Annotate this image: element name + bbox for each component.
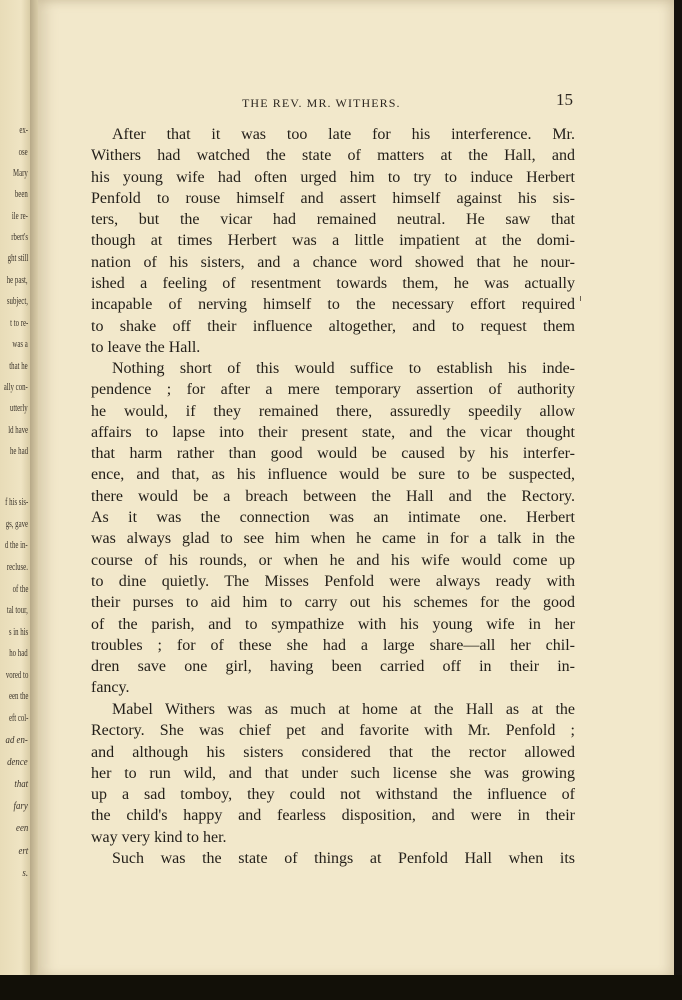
text-line: ters, but the vicar had remained neutral. He saw that <box>91 211 575 229</box>
text-line: of the parish, and to sympathize with his young wife in her <box>91 615 575 633</box>
body-paragraph <box>91 358 575 699</box>
text-line: way very kind to her. <box>91 828 227 846</box>
text-line: was always glad to see him when he came in for a talk in the <box>91 530 575 548</box>
left-fragment: s in his <box>8 626 28 638</box>
text-line: that harm rather than good would be caused by his interfer- <box>91 445 575 463</box>
text-line: ence, and that, as his influence would be sure to be suspected, <box>91 466 575 484</box>
text-line: though at times Herbert was a little impatient at the domi- <box>91 232 575 250</box>
left-fragment: eft col- <box>8 712 28 724</box>
text-line: the child's happy and fearless disposition, and were in their <box>91 807 575 825</box>
left-fragment: ght still <box>7 252 28 264</box>
left-fragment: subject, <box>6 295 28 307</box>
text-line: Rectory. She was chief pet and favorite with Mr. Penfold ; <box>91 722 575 740</box>
text-line: he would, if they remained there, assuredly speedily allow <box>91 402 575 420</box>
left-fragment: f his sis- <box>4 496 28 508</box>
page-bottom-edge <box>0 975 682 1000</box>
body-paragraph <box>91 124 575 358</box>
left-fragment: of the <box>12 583 28 595</box>
left-fragment: d the in- <box>5 539 28 551</box>
adjacent-page-edge <box>0 0 30 975</box>
text-line: affairs to lapse into their present state, and the vicar thought <box>91 423 575 441</box>
text-line: Nothing short of this would suffice to establish his inde- <box>112 360 575 377</box>
left-fragment: recluse. <box>6 561 28 573</box>
left-fragment: ile re- <box>11 210 28 222</box>
left-fragment: been <box>15 188 28 200</box>
text-line: to shake off their influence altogether, and to request them <box>91 317 575 335</box>
text-line: their purses to aid him to carry out his schemes for the good <box>91 594 575 612</box>
body-paragraph <box>91 848 575 869</box>
text-line: fancy. <box>91 679 130 697</box>
left-fragment: ert <box>18 845 28 857</box>
text-line: After that it was too late for his interference. Mr. <box>112 126 575 143</box>
left-fragment: ally con- <box>3 381 28 393</box>
running-head: THE REV. MR. WITHERS. <box>242 96 401 110</box>
left-fragment: fary <box>13 800 28 812</box>
left-fragment: ad en- <box>5 734 28 746</box>
left-fragment: Mary <box>13 167 28 179</box>
left-fragment: dence <box>7 756 28 768</box>
text-line: ished a feeling of resentment towards them, he was actually <box>91 275 575 293</box>
left-fragment: gs, gave <box>5 518 28 530</box>
text-line: and although his sisters considered that the rector allowed <box>91 743 575 761</box>
left-fragment: ose <box>18 146 28 158</box>
text-line: up a sad tomboy, they could not withstand the influence of <box>91 786 575 804</box>
text-line: Penfold to rouse himself and assert himself against his sis- <box>91 189 575 207</box>
margin-mark <box>580 296 581 301</box>
text-line: there would be a breach between the Hall and the Rectory. <box>91 487 575 505</box>
left-fragment: s. <box>22 867 28 879</box>
text-line: course of his rounds, or when he and his wife would come up <box>91 551 575 569</box>
text-line: her to run wild, and that under such license she was growing <box>91 764 575 782</box>
text-line: troubles ; for of these she had a large share—all her chil- <box>91 636 575 654</box>
text-line: his young wife had often urged him to try to induce Herbert <box>91 168 575 186</box>
left-fragment: t to re- <box>9 317 28 329</box>
left-fragment: ex- <box>19 124 28 136</box>
left-fragment: was a <box>12 338 28 350</box>
text-line: Mabel Withers was as much at home at the Hall as at the <box>112 701 575 718</box>
page-number: 15 <box>556 90 573 109</box>
left-fragment: rbert's <box>11 231 28 243</box>
left-fragment: that he <box>9 360 28 372</box>
text-line: pendence ; for after a mere temporary assertion of authority <box>91 381 575 399</box>
book-gutter <box>30 0 38 975</box>
left-fragment: een <box>15 822 28 834</box>
body-paragraph <box>91 699 575 848</box>
left-fragment: ho had <box>9 647 28 659</box>
page-right-edge <box>674 0 682 1000</box>
left-fragment: he had <box>10 445 28 457</box>
text-line: Such was the state of things at Penfold Hall when its <box>112 850 575 867</box>
text-line: to dine quietly. The Misses Penfold were always ready with <box>91 572 575 590</box>
left-fragment: een the <box>8 690 28 702</box>
left-fragment: vored to <box>5 669 28 681</box>
text-line: Withers had watched the state of matters at the Hall, and <box>91 147 575 165</box>
left-fragment: he past, <box>7 274 28 286</box>
left-fragment: tal tour, <box>7 604 28 616</box>
text-line: nation of his sisters, and a chance word showed that he nour- <box>91 253 575 271</box>
text-line: As it was the connection was an intimate one. Herbert <box>91 509 575 527</box>
left-fragment: ld have <box>8 424 28 436</box>
text-line: incapable of nerving himself to the necessary effort required <box>91 296 575 314</box>
text-line: to leave the Hall. <box>91 338 201 356</box>
left-fragment: utterly <box>10 402 28 414</box>
left-fragment: that <box>14 778 28 790</box>
text-line: dren save one girl, having been carried off in their in- <box>91 658 575 676</box>
